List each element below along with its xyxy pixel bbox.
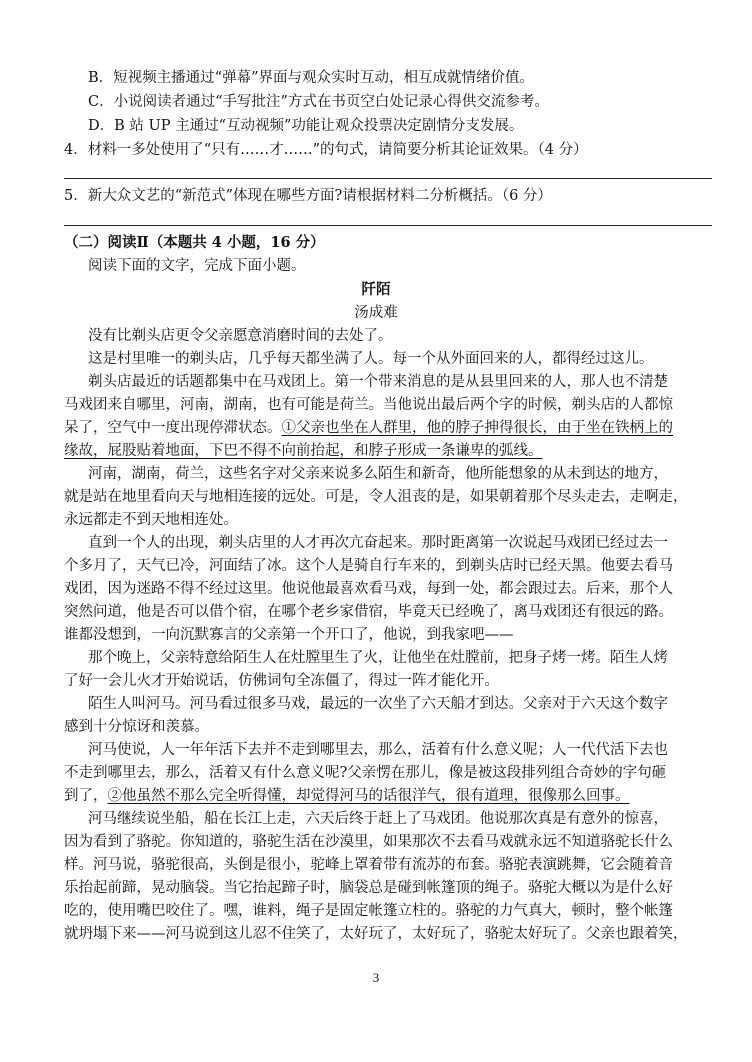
paragraph-line: 直到一个人的出现，剃头店里的人才再次亢奋起来。那时距离第一次说起马戏团已经过去一 xyxy=(88,535,668,551)
paragraph-line: 那个晚上，父亲特意给陌生人在灶膛里生了火，让他坐在灶膛前，把身子烤一烤。陌生人烤 xyxy=(88,650,668,666)
underlined-sentence-2: ②他虽然不那么完全听得懂，却觉得河马的话很洋气，很有道理，很像那么回事。 xyxy=(107,788,630,804)
story-title: 阡陌 xyxy=(361,281,391,298)
paragraph-line: 个多月了，天气已冷，河面结了冰。这个人是骑自行车来的，到剃头店时已经天黑。他要去看马 xyxy=(64,558,673,574)
paragraph-line xyxy=(64,418,712,438)
paragraph-line: 河马使说，人一年年活下去并不走到哪里去，那么，活着有什么意义呢；人一代代活下去也 xyxy=(88,742,668,758)
paragraph-line: 河南，湖南，荷兰，这些名字对父亲来说多么陌生和新奇，他所能想象的从未到达的地方， xyxy=(88,466,668,482)
option-d: D．B 站 UP 主通过“互动视频”功能让观众投票决定剧情分支发展。 xyxy=(88,118,524,134)
paragraph-line: 突然问道，他是否可以借个宿，在哪个老乡家借宿，毕竟天已经晚了，离马戏团还有很远的路。 xyxy=(64,604,673,620)
paragraph-line: 陌生人叫河马。河马看过很多马戏，最远的一次坐了六天船才到达。父亲对于六天这个数字 xyxy=(88,696,668,712)
paragraph-line: 因为看到了骆驼。你知道的，骆驼生活在沙漠里，如果那次不去看马戏就永远不知道骆驼长什么 xyxy=(64,834,673,850)
paragraph-line: 这是村里唯一的剃头店，几乎每天都坐满了人。每一个从外面回来的人，都得经过这儿。 xyxy=(88,351,654,367)
option-b: B．短视频主播通过“弹幕”界面与观众实时互动，相互成就情绪价值。 xyxy=(88,70,534,86)
paragraph-line: 乐抬起前蹄，晃动脑袋。当它抬起蹄子时，脑袋总是碰到帐篷顶的绳子。骆驼大概以为是什么好 xyxy=(64,880,673,896)
paragraph-line: 感到十分惊讶和羡慕。 xyxy=(64,719,209,735)
paragraph-line: 戏团，因为迷路不得不经过这里。他说他最喜欢看马戏，每到一处，都会跟过去。后来，那个人 xyxy=(64,581,673,597)
answer-line-q4 xyxy=(64,178,712,179)
underlined-sentence-1: ①父亲也坐在人群里，他的脖子抻得很长，由于坐在铁柄上的 xyxy=(281,420,673,436)
question-5: 5．新大众文艺的“新范式”体现在哪些方面?请根据材料二分析概括。（6 分） xyxy=(64,188,552,204)
underlined-sentence-1-cont: 缘故，屁股贴着地面，下巴不得不向前抬起，和脖子形成一条谦卑的弧线。 xyxy=(64,443,543,459)
paragraph-line: 样。河马说，骆驼很高，头倒是很小，驼峰上罩着带有流苏的布套。骆驼表演跳舞，它会随着音 xyxy=(64,857,673,873)
section-title: （二）阅读Ⅱ（本题共 4 小题，16 分） xyxy=(64,234,325,251)
paragraph-line xyxy=(64,786,712,806)
paragraph-line: 吃的，使用嘴巴咬住了。嘿，谁料，绳子是固定帐篷立柱的。骆驼的力气真大，顿时，整个帐篷 xyxy=(64,903,673,919)
question-4: 4．材料一多处使用了“只有……才……”的句式，请简要分析其论证效果。（4 分） xyxy=(64,142,588,158)
page-number: 3 xyxy=(372,970,380,985)
answer-line-q5 xyxy=(64,225,712,226)
paragraph-line: 不走到哪里去，那么，活着又有什么意义呢?父亲愣在那儿，像是被这段排列组合奇妙的字句砸 xyxy=(64,765,667,781)
paragraph-line: 没有比剃头店更令父亲愿意消磨时间的去处了。 xyxy=(88,328,393,344)
paragraph-line: 河马继续说坐船，船在长江上走，六天后终于赶上了马戏团。他说那次真是有意外的惊喜， xyxy=(88,811,668,827)
paragraph-text: 呆了，空气中一度出现停滞状态。 xyxy=(64,420,282,436)
paragraph-line: 就是站在地里看向天与地相连接的远处。可是，令人沮丧的是，如果朝着那个尽头走去，走啊走， xyxy=(64,489,688,505)
paragraph-text: 到了， xyxy=(64,788,108,804)
paragraph-line: 就坍塌下来——河马说到这儿忍不住笑了，太好玩了，太好玩了，骆驼太好玩了。父亲也跟着笑， xyxy=(64,926,688,942)
story-author: 汤成难 xyxy=(354,305,398,321)
paragraph-line: 剃头店最近的话题都集中在马戏团上。第一个带来消息的是从县里回来的人，那人也不清楚 xyxy=(88,374,668,390)
paragraph-line xyxy=(64,441,712,461)
instruction-text: 阅读下面的文字，完成下面小题。 xyxy=(88,258,306,274)
option-c: C．小说阅读者通过“手写批注”方式在书页空白处记录心得供交流参考。 xyxy=(88,94,549,110)
paragraph-line: 永远都走不到天地相连处。 xyxy=(64,512,238,528)
paragraph-line: 马戏团来自哪里，河南，湖南，也有可能是荷兰。当他说出最后两个字的时候，剃头店的人都惊 xyxy=(64,397,673,413)
paragraph-line: 了好一会儿火才开始说话，仿佛词句全冻僵了，得过一阵才能化开。 xyxy=(64,673,499,689)
paragraph-line: 谁都没想到，一向沉默寡言的父亲第一个开口了，他说，到我家吧—— xyxy=(64,627,514,643)
